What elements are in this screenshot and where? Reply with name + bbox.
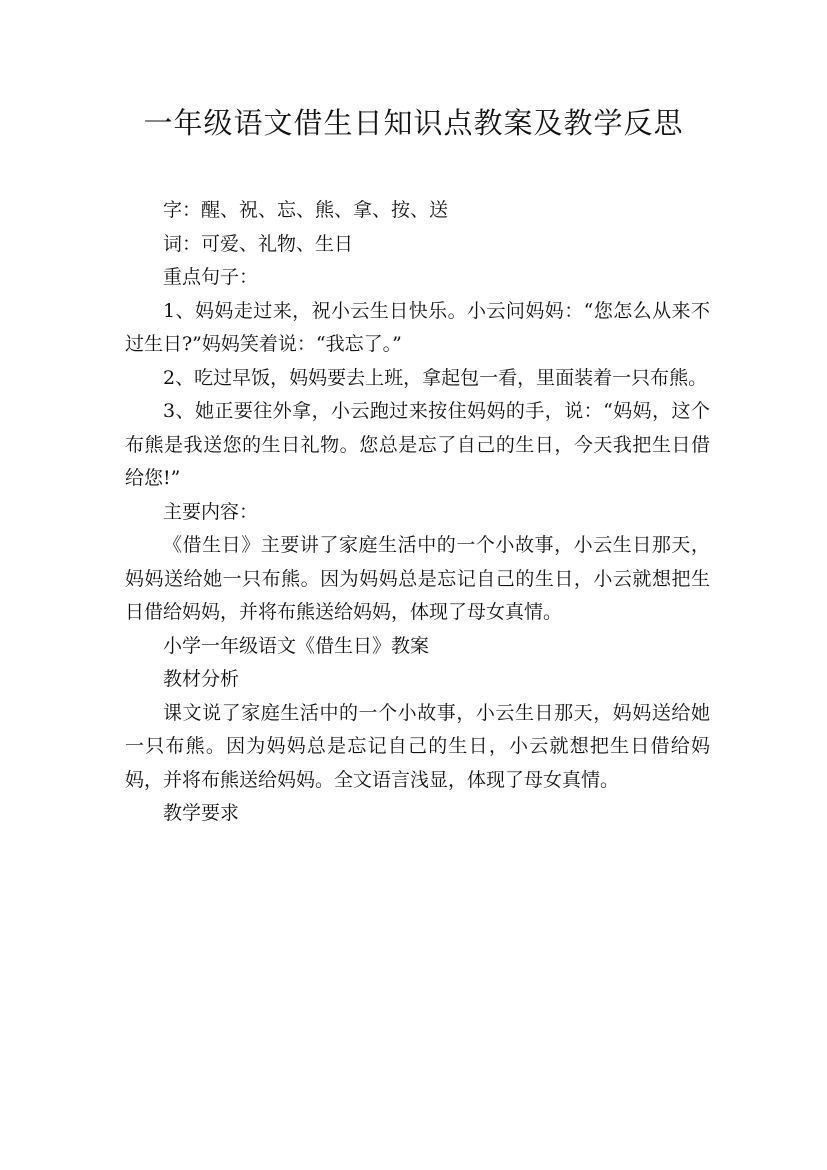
paragraph-words: 词：可爱、礼物、生日: [163, 232, 354, 255]
paragraph-sentence-2: 2、吃过早饭，妈妈要去上班，拿起包一看，里面装着一只布熊。: [163, 366, 708, 389]
paragraph-sentence-3: 3、她正要往外拿，小云跑过来按住妈妈的手，说：“妈妈，这个布熊是我送您的生日礼物。您总是忘了自己的生日，今天我把生日借给您!”: [125, 400, 710, 489]
paragraph-sentence-1: 1、妈妈走过来，祝小云生日快乐。小云问妈妈：“您怎么从来不过生日?”妈妈笑着说：“我忘了。”: [125, 299, 710, 355]
paragraph-material-analysis-heading: 教材分析: [163, 668, 240, 690]
paragraph-characters: 字：醒、祝、忘、熊、拿、按、送: [163, 199, 449, 221]
document-body: [125, 194, 710, 831]
paragraph-main-content-heading: 主要内容：: [163, 500, 259, 523]
paragraph-main-content: 《借生日》主要讲了家庭生活中的一个小故事，小云生日那天，妈妈送给她一只布熊。因为妈妈总是忘记自己的生日，小云就想把生日借给妈妈，并将布熊送给妈妈，体现了母女真情。: [125, 534, 710, 623]
document-title: 一年级语文借生日知识点教案及教学反思: [143, 106, 684, 140]
paragraph-material-analysis: 课文说了家庭生活中的一个小故事，小云生日那天，妈妈送给她一只布熊。因为妈妈总是忘记自己的生日，小云就想把生日借给妈妈，并将布熊送给妈妈。全文语言浅显，体现了母女真情。: [125, 701, 710, 791]
paragraph-teaching-requirements-heading: 教学要求: [163, 802, 240, 824]
paragraph-lesson-plan-heading: 小学一年级语文《借生日》教案: [163, 634, 430, 657]
paragraph-key-sentences-heading: 重点句子：: [163, 266, 259, 288]
